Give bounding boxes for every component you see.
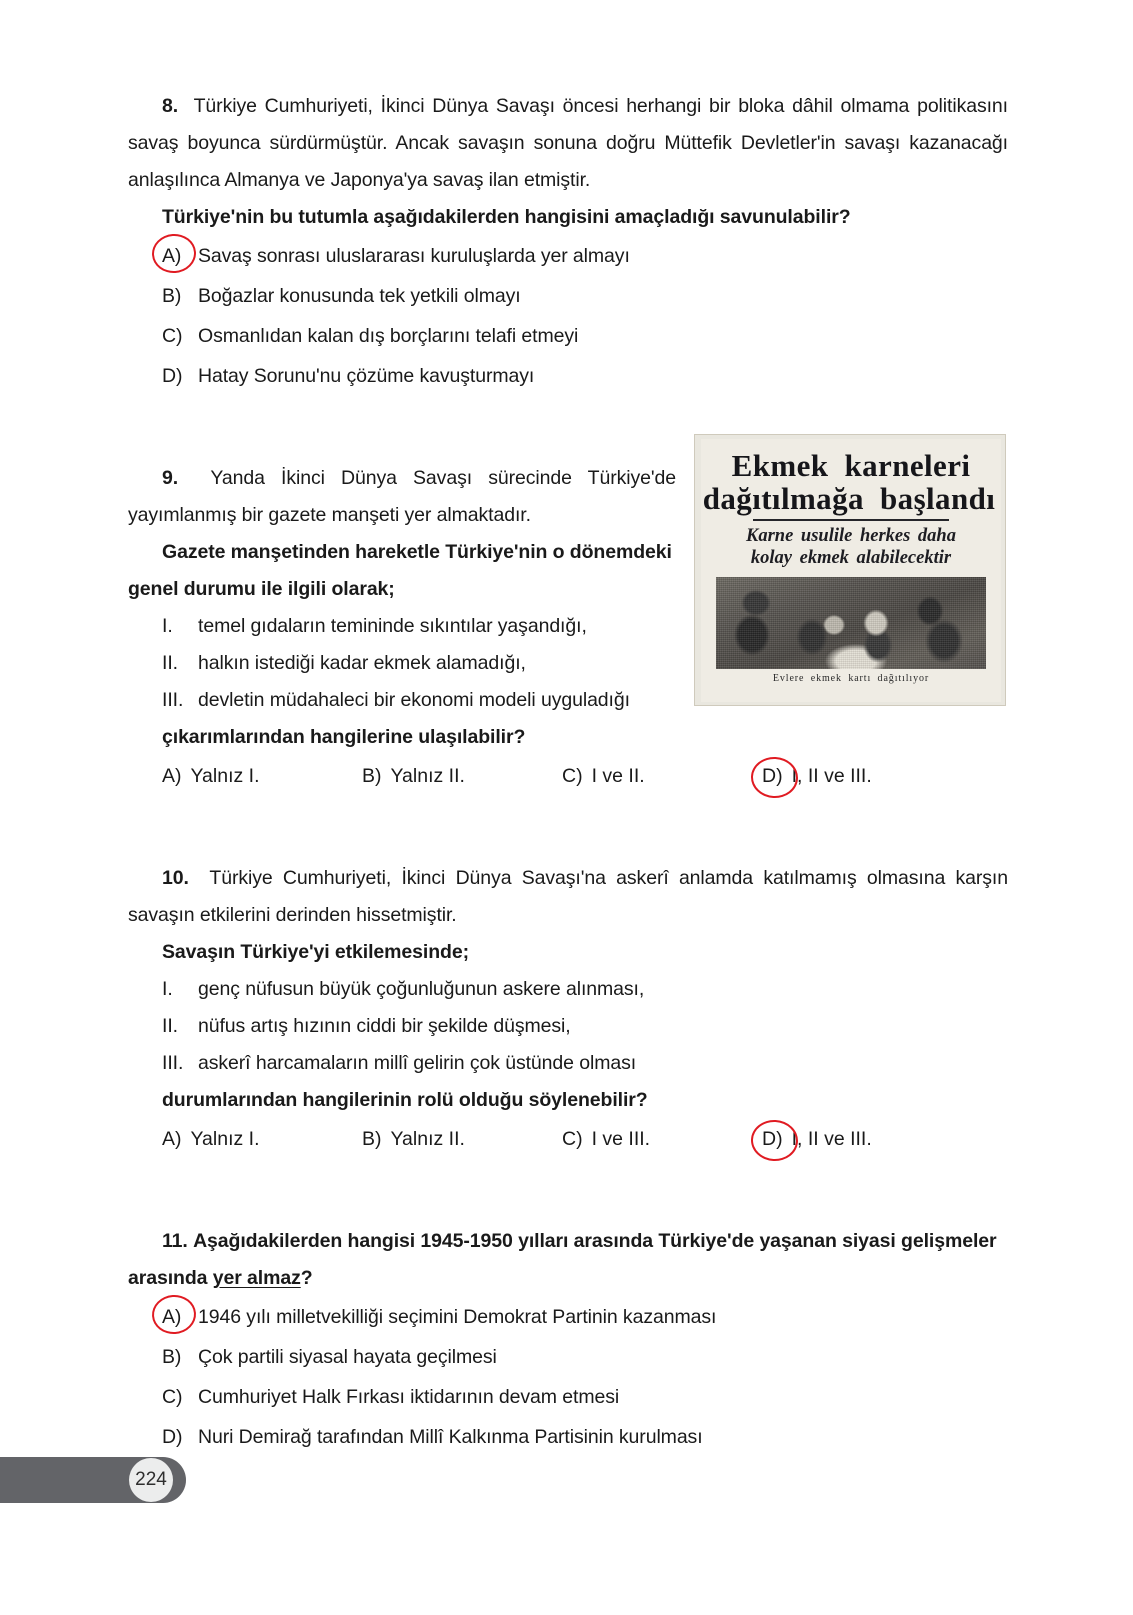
option-8-a-text: Savaş sonrası uluslararası kuruluşlarda yer almayı [198,245,630,267]
option-8-c-label: C) [162,325,183,347]
option-9-b[interactable] [362,756,562,796]
newspaper-clipping [694,434,1006,706]
roman-item [128,1008,1008,1045]
option-8-d[interactable] [128,356,1008,396]
option-9-c[interactable] [562,756,762,796]
spacer [128,796,1008,860]
question-11-options [128,1297,1008,1457]
question-8 [128,88,1008,396]
option-10-c-label: C) [562,1128,583,1150]
question-8-text: Türkiye Cumhuriyeti, İkinci Dünya Savaşı öncesi herhangi bir bloka dâhil olmama politikasını savaş boyunca sürdürmüştür. Ancak savaşın sonuna doğru Müttefik Devletler'in savaşı kazanacağı anlaşılınca Almanya ve Japonya'ya savaş ilan etmiştir. [128,95,1008,191]
option-8-b-label: B) [162,285,182,307]
option-11-c-label: C) [162,1386,183,1408]
newspaper-headline-line-2: dağıtılmağa başlandı [702,481,996,516]
roman-text: devletin müdahaleci bir ekonomi modeli uyguladığı [198,689,630,711]
option-8-b[interactable] [128,276,1008,316]
question-10-roman-list [128,971,1008,1082]
roman-numeral: III. [162,689,184,711]
newspaper-photo [716,577,986,669]
option-11-c[interactable] [128,1377,1008,1417]
option-10-b-text: Yalnız II. [390,1128,465,1150]
question-9-number: 9. [162,467,179,489]
question-10 [128,860,1008,1159]
option-11-d-text: Nuri Demirağ tarafından Millî Kalkınma Partisinin kurulması [198,1426,703,1448]
roman-numeral: III. [162,1052,184,1074]
option-9-a-text: Yalnız I. [190,765,260,787]
option-8-c[interactable] [128,316,1008,356]
option-8-d-label: D) [162,365,183,387]
option-8-a[interactable] [128,236,1008,276]
question-8-body [128,88,1008,199]
option-10-c-text: I ve III. [591,1128,651,1150]
question-10-body [128,860,1008,934]
newspaper-photo-caption: Evlere ekmek kartı dağıtılıyor [772,673,930,684]
option-11-a-label: A) [162,1297,198,1337]
option-10-d-label: D) [762,1119,783,1159]
option-10-d[interactable] [762,1119,872,1159]
option-10-d-text: I, II ve III. [791,1128,872,1150]
option-10-b[interactable] [362,1119,562,1159]
question-10-number: 10. [162,867,189,889]
roman-numeral: I. [162,615,173,637]
option-11-b-label: B) [162,1346,182,1368]
option-10-b-label: B) [362,1128,382,1150]
question-11 [128,1223,1008,1457]
question-9-text: Yanda İkinci Dünya Savaşı sürecinde Türkiye'de yayımlanmış bir gazete manşeti yer almaktadır. [128,467,676,526]
roman-item [128,971,1008,1008]
question-11-stem [128,1223,1008,1297]
page-content [128,88,1008,1457]
option-10-c[interactable] [562,1119,762,1159]
option-10-a-text: Yalnız I. [190,1128,260,1150]
roman-text: nüfus artış hızının ciddi bir şekilde düşmesi, [198,1015,571,1037]
newspaper-divider [753,519,949,521]
roman-text: askerî harcamaların millî gelirin çok üstünde olması [198,1052,637,1074]
option-11-b[interactable] [128,1337,1008,1377]
question-10-closing: durumlarından hangilerinin rolü olduğu söylenebilir? [162,1089,648,1111]
option-11-d[interactable] [128,1417,1008,1457]
option-9-d-text: I, II ve III. [791,765,872,787]
option-9-d-label: D) [762,756,783,796]
option-11-c-text: Cumhuriyet Halk Fırkası iktidarının devam etmesi [198,1386,620,1408]
roman-text: temel gıdaların temininde sıkıntılar yaşandığı, [198,615,587,637]
question-8-options [128,236,1008,396]
newspaper-subhead-line-2: kolay ekmek alabilecektir [750,548,952,568]
option-9-b-text: Yalnız II. [390,765,465,787]
option-8-a-label: A) [162,236,198,276]
question-9-stem-line-2: genel durumu ile ilgili olarak; [128,578,395,600]
question-8-number: 8. [162,95,179,117]
option-11-d-label: D) [162,1426,183,1448]
option-9-a[interactable] [162,756,362,796]
roman-numeral: II. [162,652,178,674]
option-8-c-text: Osmanlıdan kalan dış borçlarını telafi etmeyi [198,325,579,347]
roman-numeral: II. [162,1015,178,1037]
option-9-d[interactable] [762,756,872,796]
roman-text: halkın istediği kadar ekmek alamadığı, [198,652,526,674]
option-11-a-text: 1946 yılı milletvekilliği seçimini Demokrat Partinin kazanması [198,1306,717,1328]
question-8-stem: Türkiye'nin bu tutumla aşağıdakilerden hangisini amaçladığı savunulabilir? [162,206,851,228]
newspaper-subhead-line-1: Karne usulile herkes daha [746,526,956,546]
option-10-a-label: A) [162,1128,182,1150]
roman-numeral: I. [162,978,173,1000]
question-11-number: 11. [162,1230,188,1252]
question-9-body [128,460,676,534]
question-9-options [128,756,1008,796]
newspaper-headline-line-1: Ekmek karneleri [731,448,971,483]
option-9-a-label: A) [162,765,182,787]
question-11-stem-part-2: ? [300,1267,313,1289]
question-9-stem-line-1: Gazete manşetinden hareketle Türkiye'nin o dönemdeki [162,541,672,563]
option-11-b-text: Çok partili siyasal hayata geçilmesi [198,1346,497,1368]
question-9-closing: çıkarımlarından hangilerine ulaşılabilir? [162,726,526,748]
option-10-a[interactable] [162,1119,362,1159]
question-10-options [128,1119,1008,1159]
spacer [128,1159,1008,1223]
question-10-stem: Savaşın Türkiye'yi etkilemesinde; [162,941,469,963]
question-11-stem-part-1: Aşağıdakilerden hangisi 1945-1950 yılları arasında Türkiye'de yaşanan siyasi gelişmeler arasında [128,1230,997,1289]
page-number-badge: 224 [129,1458,173,1502]
option-8-d-text: Hatay Sorunu'nu çözüme kavuşturmayı [198,365,535,387]
option-9-c-text: I ve II. [591,765,645,787]
option-11-a[interactable] [128,1297,1008,1337]
question-11-emphasis: yer almaz [212,1267,301,1289]
roman-text: genç nüfusun büyük çoğunluğunun askere alınması, [198,978,645,1000]
option-9-c-label: C) [562,765,583,787]
roman-item [128,1045,1008,1082]
question-10-text: Türkiye Cumhuriyeti, İkinci Dünya Savaşı'na askerî anlamda katılmamış olmasına karşın savaşın etkilerini derinden hissetmiştir. [128,867,1008,926]
newspaper-clipping-inner [701,439,1001,702]
option-8-b-text: Boğazlar konusunda tek yetkili olmayı [198,285,521,307]
option-9-b-label: B) [362,765,382,787]
